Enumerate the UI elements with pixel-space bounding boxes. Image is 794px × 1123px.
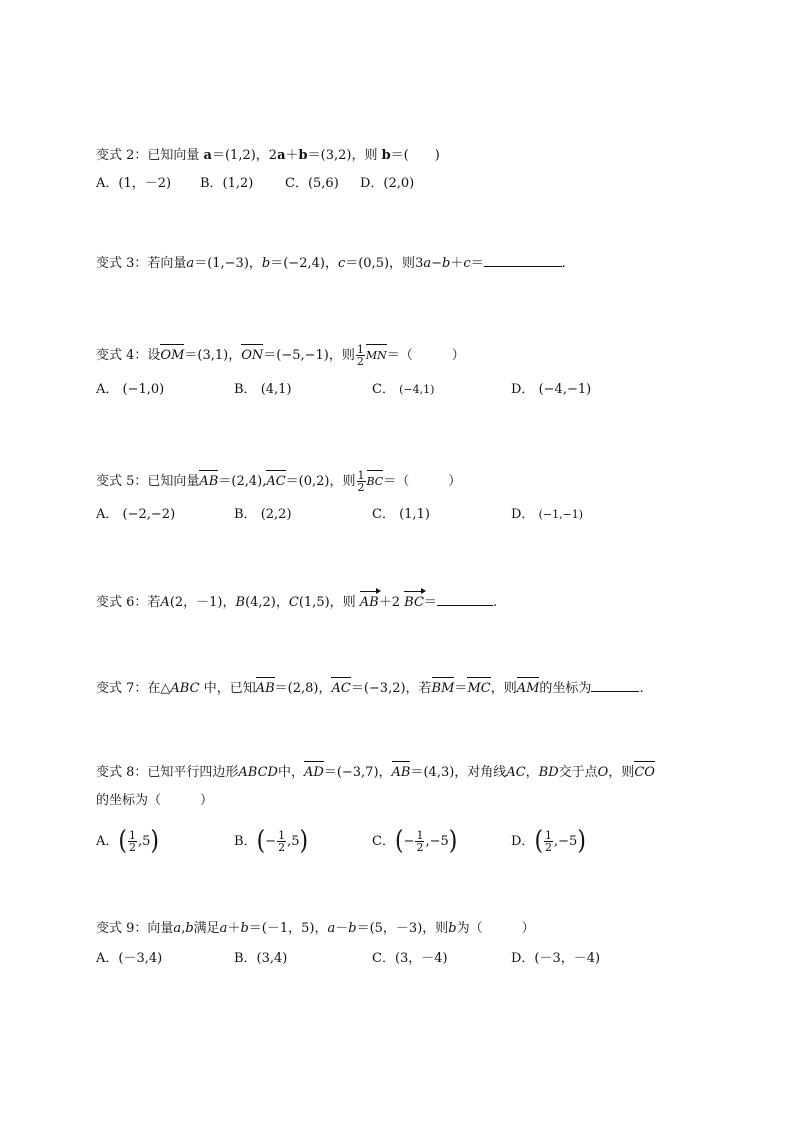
point-o: O <box>597 765 609 780</box>
denominator: 2 <box>416 841 424 854</box>
stem-text: 交于点 <box>558 765 598 780</box>
stem-text: 若向量 <box>147 256 187 271</box>
option-value: ,5 <box>137 834 151 849</box>
option-value: (−1,−1) <box>538 508 584 521</box>
paren-right: ) <box>150 825 159 856</box>
option-letter: D． <box>511 507 535 522</box>
option-d[interactable]: D．(－3，－4) <box>511 951 601 966</box>
numerator: 1 <box>357 469 365 482</box>
point-a: A <box>160 595 170 610</box>
fraction-half <box>357 470 366 493</box>
fraction <box>415 830 424 853</box>
option-a[interactable] <box>96 825 159 856</box>
vector-b: b <box>298 148 308 163</box>
vector-a: a <box>219 921 228 936</box>
option-value: ,−5 <box>425 834 449 849</box>
answer-paren: 为（ ） <box>456 921 535 936</box>
answer-blank[interactable] <box>591 690 639 692</box>
vector-on: ON <box>241 348 264 363</box>
stem-text: 中，已知 <box>199 681 256 696</box>
option-value: (2,2) <box>260 507 292 522</box>
option-letter: C． <box>372 382 395 397</box>
coefficient: 3 <box>415 256 424 271</box>
problem-4-stem <box>96 344 465 367</box>
option-d[interactable] <box>511 506 583 524</box>
option-letter: C． <box>372 834 395 849</box>
stem-text: ，则 <box>490 681 517 696</box>
operator: − <box>431 256 443 271</box>
numerator: 1 <box>128 829 136 842</box>
sign: − <box>265 834 277 849</box>
vector-bm: BM <box>431 681 455 696</box>
denominator: 2 <box>278 841 286 854</box>
vector-b: b <box>261 256 271 271</box>
stem-text: ＝(3,2)，则 <box>307 148 382 163</box>
vector-ab: AB <box>391 765 411 780</box>
problem-8-stem-line2: 的坐标为（ ） <box>96 793 214 808</box>
option-d[interactable]: D．(2,0) <box>360 176 415 191</box>
option-value: (−4,1) <box>399 383 435 396</box>
operator: ＋ <box>285 148 299 163</box>
paren-right: ) <box>299 825 309 856</box>
point-value: (2，－1)， <box>169 595 236 610</box>
stem-text: 中， <box>277 765 304 780</box>
vector-mn: MN <box>366 347 387 365</box>
problem-8-stem <box>96 764 655 782</box>
option-a[interactable] <box>96 381 164 399</box>
sign: − <box>403 834 415 849</box>
stem-text: 已知平行四边形 <box>147 765 239 780</box>
fraction <box>277 830 286 853</box>
vector-c: c <box>337 256 346 271</box>
vector-a: a <box>186 256 195 271</box>
option-value: (4,1) <box>260 382 292 397</box>
option-b[interactable] <box>234 825 309 856</box>
stem-text: 已知向量 <box>147 474 200 489</box>
vector-value: ＝(2,4), <box>218 474 267 489</box>
vector-ac: AC <box>331 681 351 696</box>
period: . <box>492 595 498 610</box>
vector-ac: AC <box>266 474 286 489</box>
option-a[interactable] <box>96 506 175 524</box>
problem-3-stem <box>96 255 566 273</box>
stem-text: 向量 <box>147 921 174 936</box>
vector-bc: BC <box>367 473 384 491</box>
paren-left: ( <box>118 825 127 856</box>
triangle: △ABC <box>160 681 200 696</box>
numerator: 1 <box>545 829 553 842</box>
denominator: 2 <box>545 841 553 854</box>
point-c: C <box>288 595 299 610</box>
vector-b: b <box>348 921 357 936</box>
vector-value: ＝(4,3)，对角线 <box>410 765 507 780</box>
option-a[interactable]: A．(1，－2) <box>96 176 172 191</box>
problem-label: 变式 9： <box>96 921 148 936</box>
operator: ＋2 <box>378 595 405 610</box>
paren-right: ) <box>577 825 586 856</box>
paren-right: ) <box>448 825 458 856</box>
option-b[interactable] <box>234 381 292 399</box>
problem-label: 变式 8： <box>96 765 148 780</box>
vector-value: ＝(－1，5)， <box>248 921 328 936</box>
paren-left: ( <box>256 825 266 856</box>
operator: ＋ <box>450 256 464 271</box>
operator: ＝ <box>454 681 468 696</box>
numerator: 1 <box>356 343 364 356</box>
option-value: (−1,0) <box>122 382 165 397</box>
option-value: (−2,−2) <box>122 507 176 522</box>
vector-a: a <box>423 256 432 271</box>
diagonal-bd: BD <box>538 765 559 780</box>
operator: ＝ <box>470 256 484 271</box>
vector-value: ＝(−3,7)， <box>323 765 392 780</box>
answer-paren: ＝（ ） <box>383 474 462 489</box>
option-letter: B． <box>234 507 257 522</box>
problem-7-stem <box>96 680 644 698</box>
numerator: 1 <box>278 829 286 842</box>
stem-text: ，则 <box>608 765 635 780</box>
problem-label: 变式 2： <box>96 148 148 163</box>
problem-label: 变式 5： <box>96 474 148 489</box>
separator: , <box>181 921 186 936</box>
vector-value: ＝(0,5)，则 <box>345 256 416 271</box>
paren-left: ( <box>534 825 544 856</box>
fraction <box>544 830 553 853</box>
problem-2-stem <box>96 147 440 165</box>
vector-ab: AB <box>199 474 219 489</box>
option-c[interactable] <box>372 825 458 856</box>
option-a[interactable]: A．(－3,4) <box>96 951 163 966</box>
numerator: 1 <box>416 829 424 842</box>
vector-value: ＝(−5,−1)，则 <box>263 348 355 363</box>
separator: ， <box>525 765 539 780</box>
option-letter: B． <box>234 382 257 397</box>
operator: － <box>335 921 349 936</box>
problem-5-stem <box>96 470 461 493</box>
stem-text: ＝(1,2)，2 <box>211 148 278 163</box>
denominator: 2 <box>357 481 365 494</box>
vector-b: b <box>448 921 457 936</box>
denominator: 2 <box>128 841 136 854</box>
vector-value: ＝(3,1)， <box>184 348 242 363</box>
problem-label: 变式 3： <box>96 256 148 271</box>
parallelogram: ABCD <box>238 765 278 780</box>
vector-am: AM <box>516 681 540 696</box>
fraction-half <box>356 344 365 367</box>
vector-bc: BC <box>404 595 424 610</box>
stem-text: 已知向量 <box>147 148 204 163</box>
vector-b: b <box>185 921 194 936</box>
stem-text: 的坐标为 <box>539 681 592 696</box>
option-letter: B． <box>234 834 257 849</box>
point-value: (1,5)，则 <box>298 595 360 610</box>
option-d[interactable] <box>511 825 586 856</box>
option-value: (−4,−1) <box>538 382 592 397</box>
answer-blank[interactable] <box>437 604 493 606</box>
option-value: ,−5 <box>554 834 578 849</box>
vector-co: CO <box>634 765 655 780</box>
vector-om: OM <box>160 348 185 363</box>
vector-a: a <box>327 921 336 936</box>
vector-value: ＝(−3,2)，若 <box>350 681 432 696</box>
option-c[interactable] <box>372 506 430 524</box>
vector-mc: MC <box>467 681 491 696</box>
option-value: ,5 <box>287 834 300 849</box>
vector-b: b <box>240 921 249 936</box>
option-c[interactable]: C．(5,6) <box>285 176 339 191</box>
problem-label: 变式 7： <box>96 681 148 696</box>
problem-9-stem <box>96 920 535 938</box>
vector-value: ＝(5，－3)，则 <box>356 921 449 936</box>
option-letter: A． <box>96 382 119 397</box>
operator: ＝ <box>423 595 437 610</box>
operator: ＋ <box>227 921 241 936</box>
vector-value: ＝(2,8)， <box>274 681 332 696</box>
diagonal-ac: AC <box>506 765 526 780</box>
vector-c: c <box>463 256 471 271</box>
option-c[interactable]: C．(3，－4) <box>372 951 448 966</box>
option-b[interactable]: B．(1,2) <box>200 176 254 191</box>
vector-ad: AD <box>304 765 324 780</box>
point-b: B <box>235 595 246 610</box>
problem-label: 变式 4： <box>96 348 148 363</box>
vector-value: ＝(0,2)，则 <box>285 474 356 489</box>
problem-6-stem <box>96 594 497 612</box>
vector-b: b <box>381 148 391 163</box>
vector-ab: AB <box>359 595 379 610</box>
period: . <box>639 681 644 696</box>
answer-paren: ＝( ) <box>390 148 440 163</box>
vector-a: a <box>173 921 182 936</box>
option-b[interactable]: B．(3,4) <box>234 951 288 966</box>
option-c[interactable] <box>372 381 434 399</box>
answer-paren: ＝（ ） <box>386 348 465 363</box>
vector-value: ＝(−2,4)， <box>270 256 338 271</box>
fraction <box>128 830 137 853</box>
paren-left: ( <box>394 825 404 856</box>
option-b[interactable] <box>234 506 292 524</box>
option-letter: A． <box>96 834 119 849</box>
vector-a: a <box>277 148 286 163</box>
vector-a: a <box>203 148 212 163</box>
option-letter: D． <box>511 834 535 849</box>
vector-b: b <box>442 256 451 271</box>
option-letter: A． <box>96 507 119 522</box>
problem-label: 变式 6： <box>96 595 148 610</box>
stem-text: 设 <box>147 348 161 363</box>
stem-text: 满足 <box>193 921 220 936</box>
answer-blank[interactable] <box>484 265 562 267</box>
option-letter: D． <box>511 382 535 397</box>
denominator: 2 <box>356 355 364 368</box>
period: . <box>561 256 566 271</box>
option-letter: C． <box>372 507 395 522</box>
vector-ab: AB <box>255 681 275 696</box>
point-value: (4,2)， <box>245 595 289 610</box>
stem-text: 在 <box>147 681 161 696</box>
option-d[interactable] <box>511 381 591 399</box>
vector-value: ＝(1,−3)， <box>194 256 262 271</box>
stem-text: 若 <box>147 595 161 610</box>
option-value: (1,1) <box>399 507 430 522</box>
